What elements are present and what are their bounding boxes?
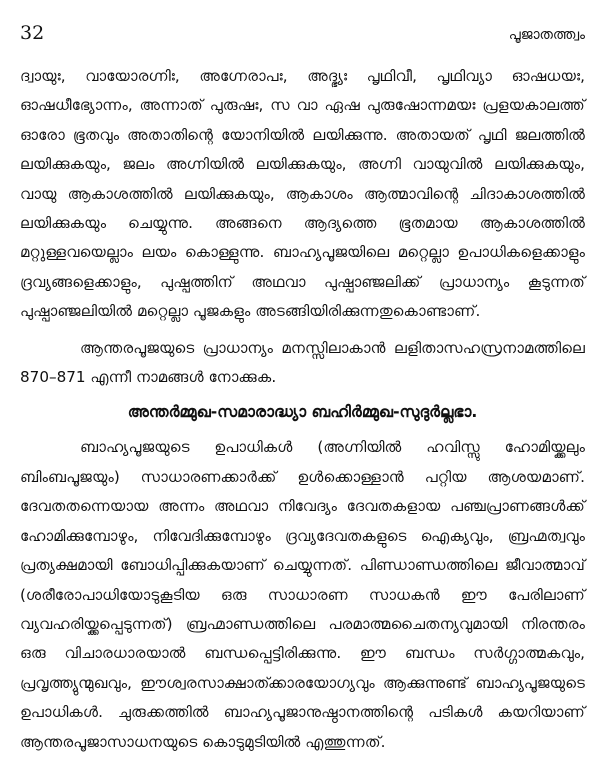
verse-heading: അന്തർമ്മുഖ-സമാരാദ്ധ്യാ ബഹിർമ്മുഖ-സുദുർല്ലഭാ. — [127, 403, 478, 422]
running-title: പൂജാതത്ത്വം — [508, 27, 585, 43]
body-paragraph-3: ബാഹ്യപൂജയുടെ ഉപാധികൾ (അഗ്നിയിൽ ഹവിസ്സു ഹോമിയ്ക്കലും ബിംബപൂജയും) സാധാരണക്കാർക്ക് ഉൾക്കൊള്ളാൻ പറ്റിയ ആശയമാണ്. ദേവതതന്നെയായ അന്നം അഥവാ നിവേദ്യം ദേവതകളായ പഞ്ചപ്രാണങ്ങൾക്ക് ഹോമിക്കുമ്പോഴും, നിവേദിക്കുമ്പോഴും ദ്രവ്യദേവതകളുടെ ഐക്യവും, ബ്രഹ്മത്വവും പ്രത്യക്ഷമായി ബോധിപ്പിക്കുകയാണ് ചെയ്യുന്നത്. പിണ്ഡാണ്ഡത്തിലെ ജീവാത്മാവ് (ശരീരോപാധിയോടുകൂടിയ ഒരു സാധാരണ സാധകൻ ഈ പേരിലാണ് വ്യവഹരിയ്ക്കപ്പെടുന്നത്) ബ്രഹ്മാണ്ഡത്തിലെ പരമാത്മചൈതന്യവുമായി നിരന്തരം ഒരു വിചാരധാരയാൽ ബന്ധപ്പെട്ടിരിക്കുന്നു. ഈ ബന്ധം സർഗ്ഗാത്മകവും, പ്രവൃത്ത്യുന്മുഖവും, ഈശ്വരസാക്ഷാത്ക്കാരയോഗ്യവും ആക്കുന്നുണ്ട് ബാഹ്യപൂജയുടെ ഉപാധികൾ. ചുരുക്കത്തിൽ ബാഹ്യപൂജാനുഷ്ഠാനത്തിന്റെ പടികൾ കയറിയാണ് ആന്തരപൂജാസാധനയുടെ കൊടുമുടിയിൽ എത്തുന്നത്. — [20, 438, 585, 751]
page-header — [20, 22, 585, 52]
page-number: 32 — [20, 22, 45, 44]
body-paragraph-1: ദ്വായുഃ, വായോരഗ്നിഃ, അഗ്നേരാപഃ, അദ്ഭ്യഃ പൃഥിവീ, പൃഥിവ്യാ ഓഷധയഃ, ഓഷധീഭ്യോന്നം, അന്നാത് പുരുഷഃ, സ വാ ഏഷ പുരുഷോന്നമയഃ പ്രളയകാലത്ത് ഓരോ ഭൂതവും അതാതിന്റെ യോനിയിൽ ലയിക്കുന്നു. അതായത് പൃഥി ജലത്തിൽ ലയിക്കുകയും, ജലം അഗ്നിയിൽ ലയിക്കുകയും, അഗ്നി വായുവിൽ ലയിക്കുകയും, വായു ആകാശത്തിൽ ലയിക്കുകയും, ആകാശം ആത്മാവിന്റെ ചിദാകാശത്തിൽ ലയിക്കുകയും ചെയ്യുന്നു. അങ്ങനെ ആദ്യത്തെ ഭൂതമായ ആകാശത്തിൽ മറ്റുള്ളവയെല്ലാം ലയം കൊള്ളുന്നു. ബാഹ്യപൂജയിലെ മറ്റെല്ലാ ഉപാധികളെക്കാളും ദ്രവ്യങ്ങളെക്കാളും, പുഷ്പത്തിന് അഥവാ പുഷ്പാഞ്ജലിക്ക് പ്രാധാന്യം കൂടുന്നത് പുഷ്പാഞ്ജലിയിൽ മറ്റെല്ലാ പൂജകളും അടങ്ങിയിരിക്കുന്നതുകൊണ്ടാണ്. — [20, 67, 585, 321]
body-paragraph-2: ആന്തരപൂജയുടെ പ്രാധാന്യം മനസ്സിലാകാൻ ലളിതാസഹസ്രനാമത്തിലെ 870–871 എന്നീ നാമങ്ങൾ നോക്കുക. — [20, 338, 585, 387]
